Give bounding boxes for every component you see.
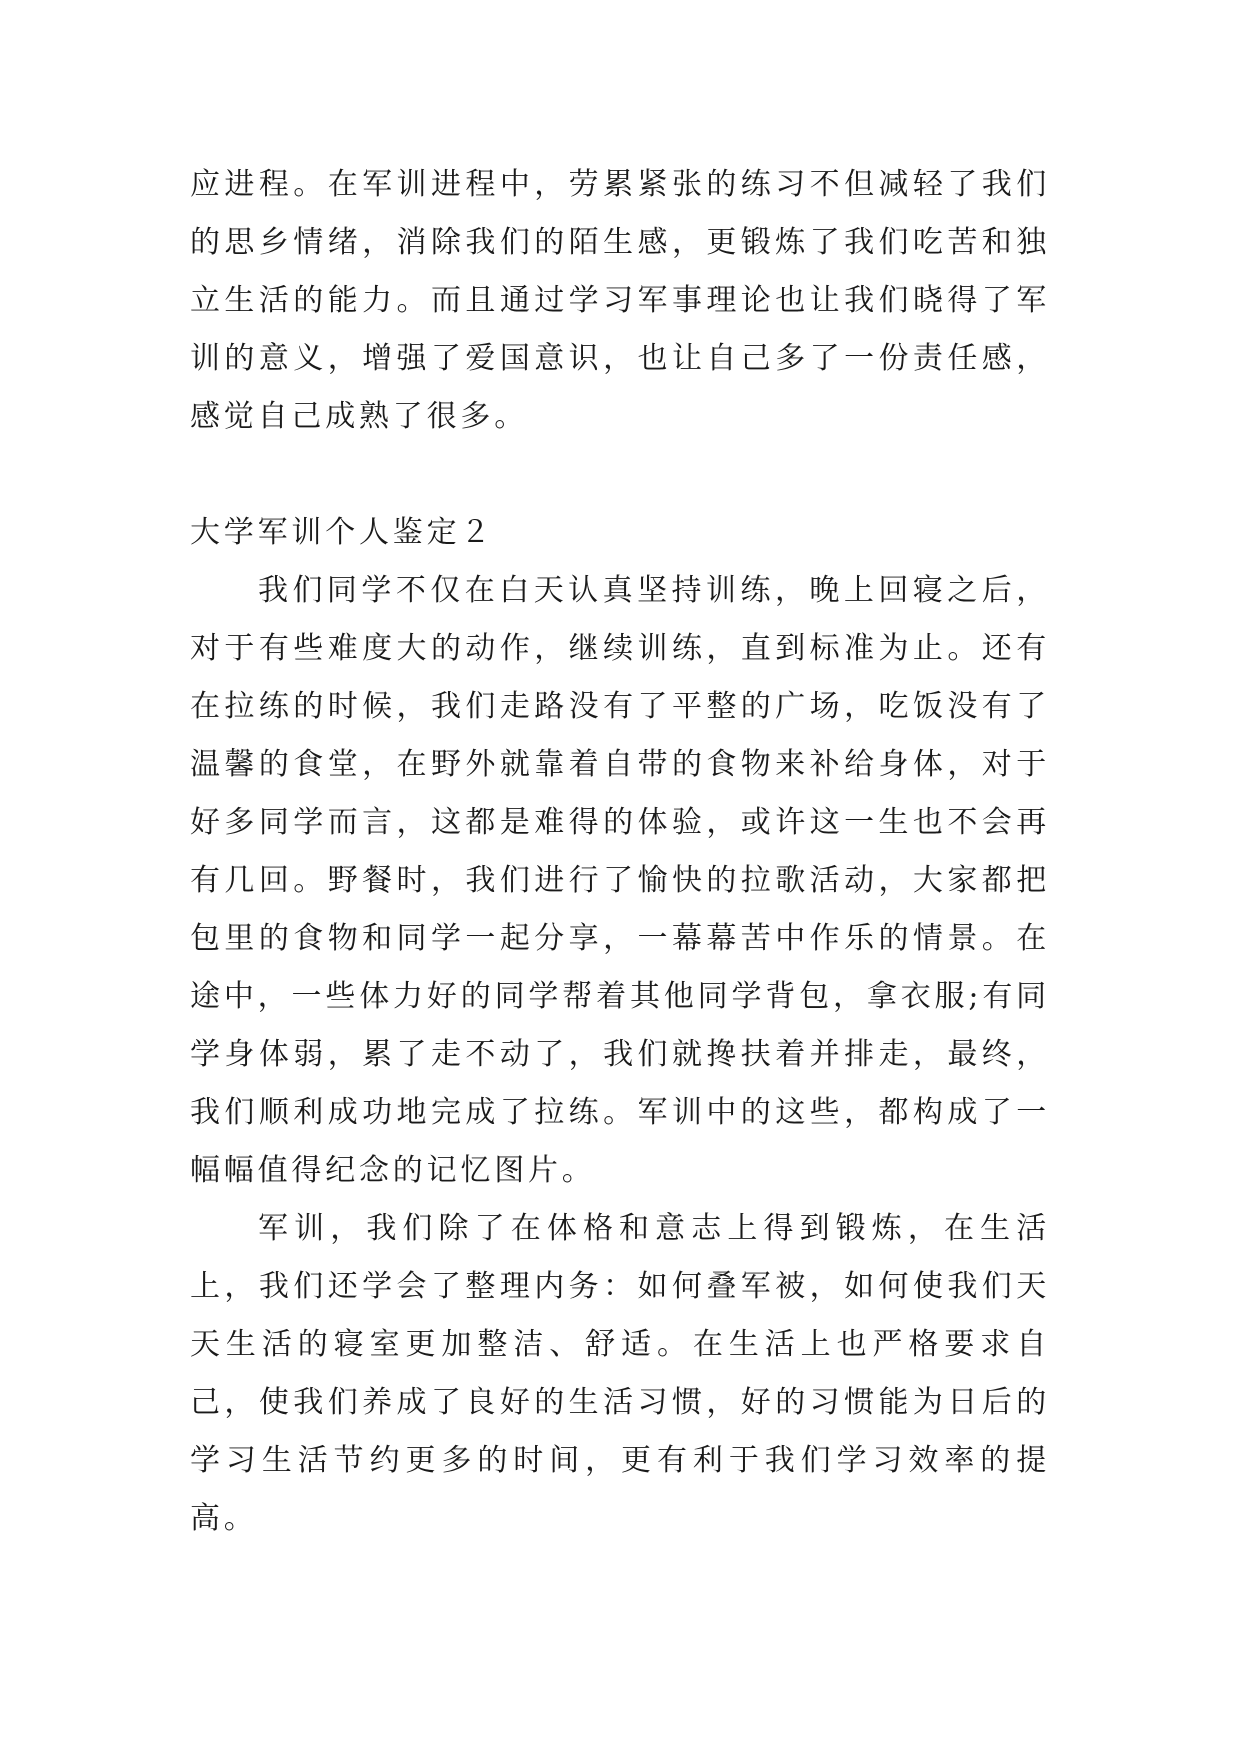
document-body: [190, 156, 1050, 1548]
section-heading: 大学军训个人鉴定２: [190, 515, 495, 550]
paragraph-continuation: 应进程。在军训进程中，劳累紧张的练习不但减轻了我们的思乡情绪，消除我们的陌生感，更锻炼了我们吃苦和独立生活的能力。而且通过学习军事理论也让我们晓得了军训的意义，增强了爱国意识，也让自己多了一份责任感，感觉自己成熟了很多。: [190, 167, 1050, 434]
paragraph-daily-life: 军训，我们除了在体格和意志上得到锻炼，在生活上，我们还学会了整理内务：如何叠军被，如何使我们天天生活的寝室更加整洁、舒适。在生活上也严格要求自己，使我们养成了良好的生活习惯，好的习惯能为日后的学习生活节约更多的时间，更有利于我们学习效率的提高。: [190, 1211, 1050, 1536]
paragraph-training: 我们同学不仅在白天认真坚持训练，晚上回寝之后，对于有些难度大的动作，继续训练，直到标准为止。还有在拉练的时候，我们走路没有了平整的广场，吃饭没有了温馨的食堂，在野外就靠着自带的食物来补给身体，对于好多同学而言，这都是难得的体验，或许这一生也不会再有几回。野餐时，我们进行了愉快的拉歌活动，大家都把包里的食物和同学一起分享，一幕幕苦中作乐的情景。在途中，一些体力好的同学帮着其他同学背包，拿衣服;有同学身体弱，累了走不动了，我们就搀扶着并排走，最终，我们顺利成功地完成了拉练。军训中的这些，都构成了一幅幅值得纪念的记忆图片。: [190, 573, 1050, 1188]
section-spacer: [190, 446, 1050, 504]
